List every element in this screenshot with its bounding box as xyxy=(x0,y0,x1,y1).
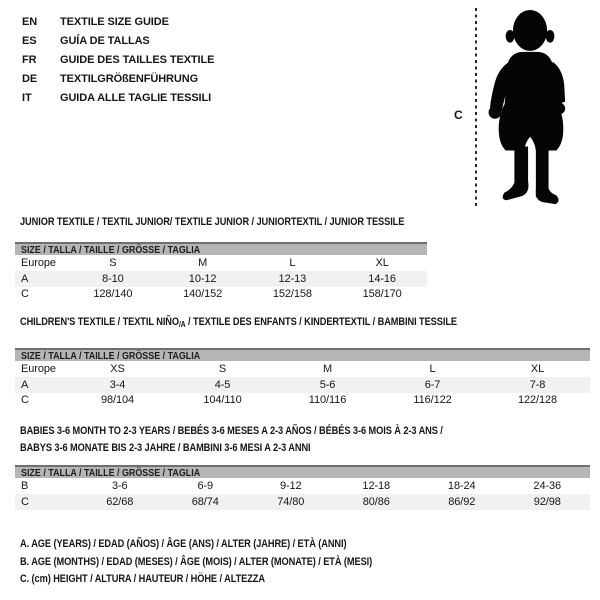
footnote-b: B. AGE (MONTHS) / EDAD (MESES) / ÂGE (MOIS) / ALTER (MONATE) / ETÀ (MESI) xyxy=(20,555,373,568)
height-cell: 128/140 xyxy=(93,288,133,301)
size-table-junior xyxy=(15,242,427,302)
size-cell: XL xyxy=(375,257,389,269)
height-cell: 92/98 xyxy=(533,495,561,508)
size-bar-label: SIZE / TALLA / TAILLE / GRÖSSE / TAGLIA xyxy=(21,466,201,479)
row-label: B xyxy=(21,480,29,492)
language-code: FR xyxy=(22,53,37,66)
height-cell: 152/158 xyxy=(272,288,312,301)
table-row-months xyxy=(15,478,590,494)
title-text: / TEXTILE DES ENFANTS / KINDERTEXTIL / BAMBINI TESSILE xyxy=(185,316,457,328)
language-code: IT xyxy=(22,91,32,104)
table-row-height xyxy=(15,287,427,303)
height-cell: 116/122 xyxy=(413,394,452,407)
row-label: C xyxy=(21,495,29,508)
title-line-1: BABIES 3-6 MONTH TO 2-3 YEARS / BEBÉS 3-6 MESES A 2-3 AÑOS / BÉBÉS 3-6 MOIS À 2-3 ANS / xyxy=(20,425,443,437)
language-row-es xyxy=(22,31,214,50)
age-cell: 3-4 xyxy=(109,378,126,391)
size-bar xyxy=(15,465,590,478)
row-label: Europe xyxy=(21,363,56,375)
section-title-children xyxy=(20,315,457,330)
height-cell: 80/86 xyxy=(362,495,390,508)
size-bar xyxy=(15,242,427,255)
table-row-europe xyxy=(15,255,427,271)
row-label: A xyxy=(21,272,29,285)
size-table-children xyxy=(15,348,590,408)
age-cell: 4-5 xyxy=(214,378,231,391)
size-cell: XL xyxy=(530,363,545,375)
table-row-height xyxy=(15,494,590,510)
row-label: Europe xyxy=(21,257,56,269)
language-code: DE xyxy=(22,72,38,85)
language-title: GUIDE DES TAILLES TEXTILE xyxy=(60,53,215,66)
height-cell: 158/170 xyxy=(362,288,402,301)
table-row-age xyxy=(15,377,590,393)
months-cell: 6-9 xyxy=(197,480,214,492)
language-row-it xyxy=(22,88,214,107)
height-cell: 122/128 xyxy=(517,394,558,407)
age-cell: 12-13 xyxy=(278,272,307,285)
language-code: ES xyxy=(22,34,37,47)
row-label: C xyxy=(21,394,29,407)
language-row-fr xyxy=(22,50,214,69)
section-title-babies xyxy=(20,423,523,457)
title-text: CHILDREN'S TEXTILE / TEXTIL NIÑO xyxy=(20,316,179,328)
language-row-de xyxy=(22,69,214,88)
footnotes xyxy=(20,536,439,589)
age-cell: 8-10 xyxy=(102,272,124,285)
measure-label-c: C xyxy=(454,108,463,122)
language-code: EN xyxy=(22,15,38,28)
height-cell: 140/152 xyxy=(183,288,223,301)
months-cell: 18-24 xyxy=(447,480,476,492)
language-title: TEXTILE SIZE GUIDE xyxy=(60,15,169,28)
footnote-c: C. (cm) HEIGHT / ALTURA / HAUTEUR / HÖHE / ALTEZZA xyxy=(20,573,265,585)
language-header xyxy=(22,12,214,107)
size-bar xyxy=(15,348,590,361)
table-row-height xyxy=(15,393,590,409)
title-subscript: /A xyxy=(178,320,186,329)
size-cell: L xyxy=(429,363,436,375)
height-cell: 98/104 xyxy=(100,394,135,407)
height-cell: 74/80 xyxy=(277,495,305,508)
months-cell: 9-12 xyxy=(279,480,302,492)
language-row-en xyxy=(22,12,214,31)
section-title-junior: JUNIOR TEXTILE / TEXTIL JUNIOR/ TEXTILE JUNIOR / JUNIORTEXTIL / JUNIOR TESSILE xyxy=(20,216,405,228)
table-row-age xyxy=(15,271,427,287)
age-cell: 10-12 xyxy=(188,272,217,285)
height-cell: 104/110 xyxy=(203,394,242,407)
size-bar-label: SIZE / TALLA / TAILLE / GRÖSSE / TAGLIA xyxy=(21,243,201,256)
height-cell: 86/92 xyxy=(448,495,476,508)
size-cell: XS xyxy=(110,363,125,375)
height-cell: 110/116 xyxy=(308,394,347,407)
age-cell: 6-7 xyxy=(424,378,441,391)
height-cell: 68/74 xyxy=(191,495,219,508)
age-cell: 5-6 xyxy=(319,378,336,391)
baby-silhouette-icon xyxy=(482,8,580,213)
footnote-a: A. AGE (YEARS) / EDAD (AÑOS) / ÂGE (ANS) / ALTER (JAHRE) / ETÀ (ANNI) xyxy=(20,538,347,550)
language-title: GUÍA DE TALLAS xyxy=(60,34,150,47)
language-title: TEXTILGRÖßENFÜHRUNG xyxy=(60,72,199,85)
row-label: A xyxy=(21,378,29,391)
months-cell: 12-18 xyxy=(362,480,391,492)
size-bar-label: SIZE / TALLA / TAILLE / GRÖSSE / TAGLIA xyxy=(21,349,201,362)
language-title: GUIDA ALLE TAGLIE TESSILI xyxy=(60,91,212,104)
table-row-europe xyxy=(15,361,590,377)
height-cell: 62/68 xyxy=(106,495,134,508)
size-cell: M xyxy=(198,257,208,269)
row-label: C xyxy=(21,288,29,301)
months-cell: 24-36 xyxy=(533,480,562,492)
age-cell: 14-16 xyxy=(368,272,396,285)
size-cell: M xyxy=(322,363,333,375)
size-cell: L xyxy=(289,257,296,269)
size-cell: S xyxy=(218,363,227,375)
title-line-2: BABYS 3-6 MONATE BIS 2-3 JAHRE / BAMBINI 3-6 MESI A 2-3 ANNI xyxy=(20,442,311,454)
age-cell: 7-8 xyxy=(529,378,546,391)
measure-dotted-line xyxy=(475,8,477,208)
size-cell: S xyxy=(109,257,117,269)
months-cell: 3-6 xyxy=(111,480,128,492)
size-table-babies xyxy=(15,465,590,510)
